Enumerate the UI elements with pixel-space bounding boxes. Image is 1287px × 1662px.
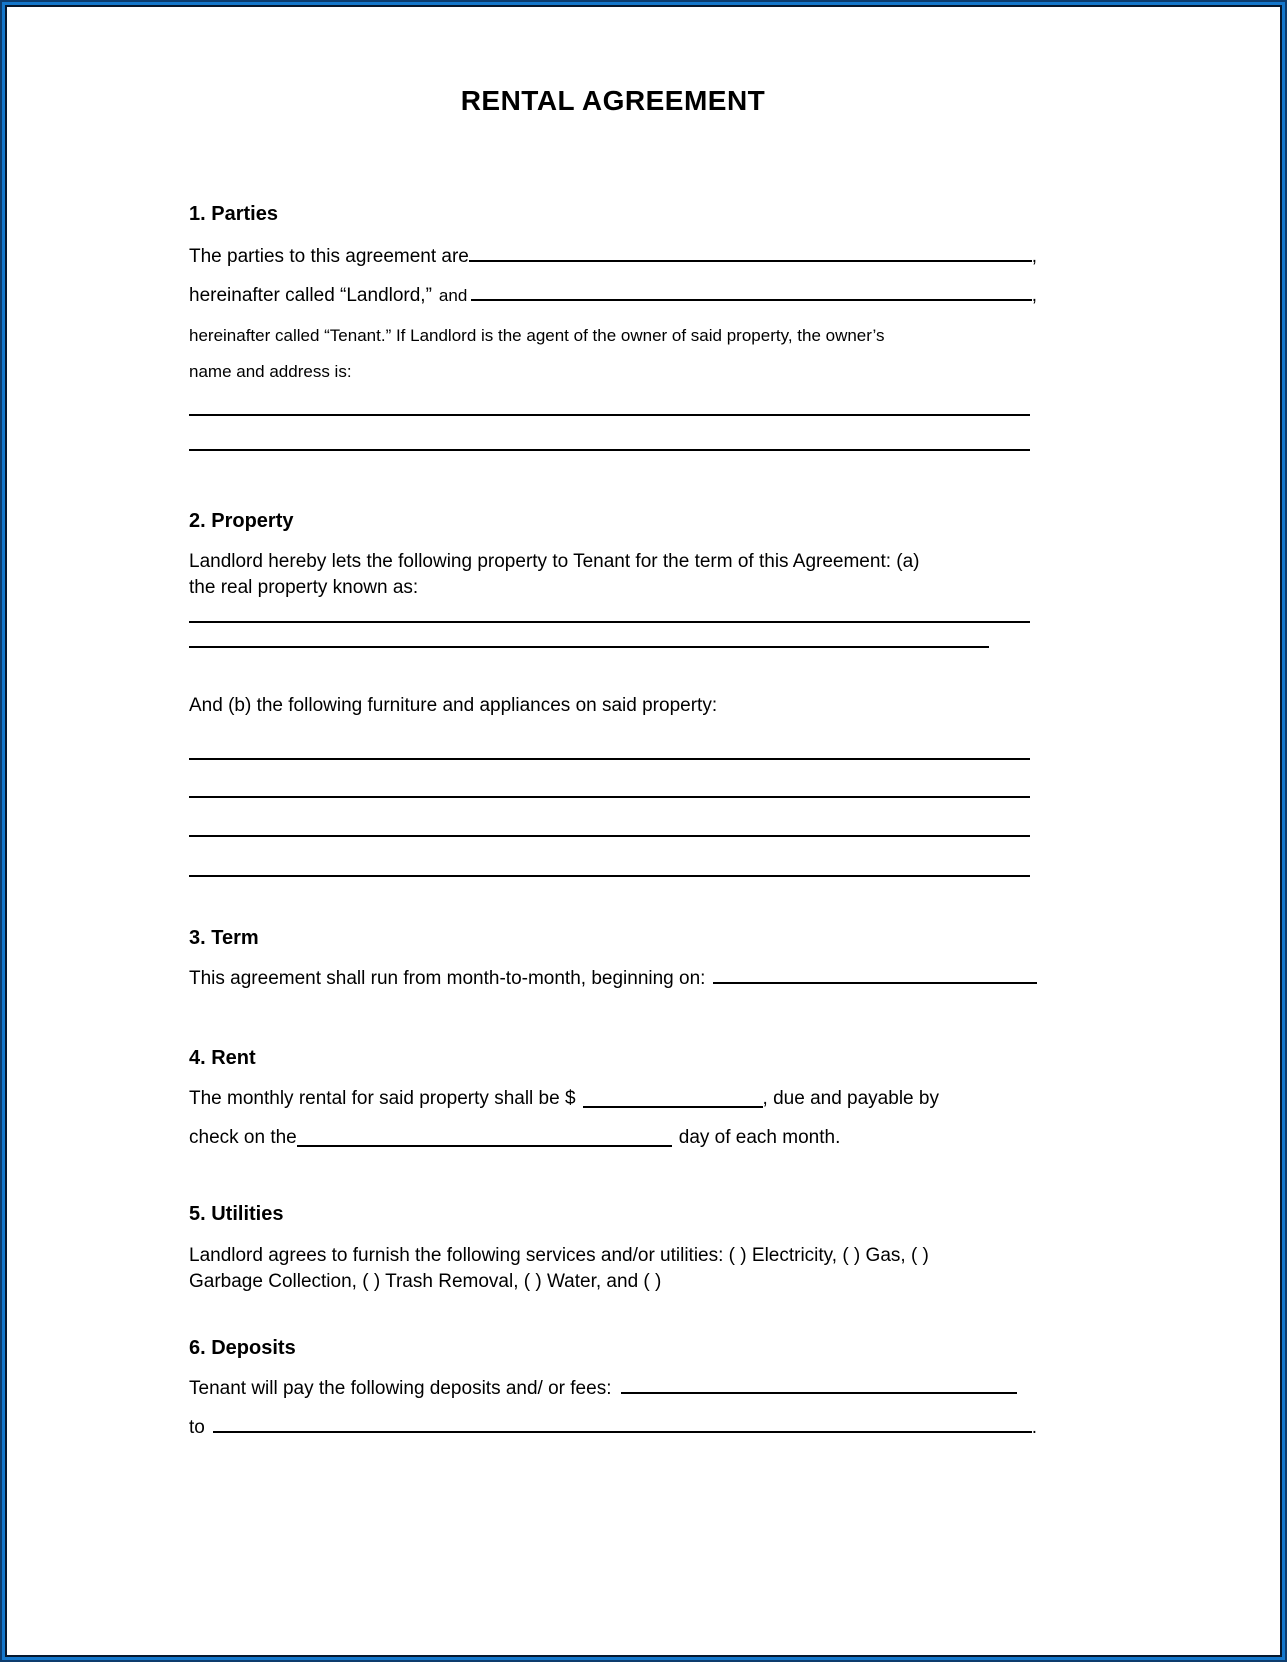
parties-landlord-comma: , (1031, 285, 1037, 306)
deposits-to-blank (213, 1417, 1032, 1433)
rent-check-text: check on the (189, 1127, 297, 1148)
owner-address-label: name and address is: (189, 362, 352, 381)
parties-heading: 1. Parties (189, 203, 278, 225)
rent-line-2 (189, 1126, 1037, 1150)
real-property-blank-2 (189, 646, 989, 648)
deposits-heading: 6. Deposits (189, 1337, 296, 1359)
real-property-blank-1 (189, 621, 1030, 623)
rent-heading: 4. Rent (189, 1047, 256, 1069)
document-page (5, 5, 1282, 1657)
rent-amount-text: The monthly rental for said property shall be $ (189, 1088, 576, 1109)
deposits-fees-text: Tenant will pay the following deposits and/ or fees: (189, 1378, 612, 1399)
parties-intro-text: The parties to this agreement are (189, 246, 469, 267)
landlord-called-text: hereinafter called “Landlord,” (189, 285, 432, 306)
property-heading: 2. Property (189, 510, 294, 532)
furniture-blank-3 (189, 835, 1030, 837)
property-paragraph (189, 549, 1037, 601)
furniture-blank-4 (189, 875, 1030, 877)
deposits-line-2 (189, 1416, 1037, 1440)
document-title: RENTAL AGREEMENT (460, 85, 766, 116)
owner-address-blank-1 (189, 414, 1030, 416)
rent-due-text: , due and payable by (762, 1088, 939, 1109)
utilities-paragraph (189, 1243, 1037, 1295)
furniture-blank-1 (189, 758, 1030, 760)
rent-amount-blank (583, 1094, 763, 1108)
parties-intro-comma: , (1031, 246, 1037, 267)
term-line (189, 967, 1037, 991)
rent-day-text: day of each month. (678, 1127, 841, 1148)
owner-address-blank-2 (189, 449, 1030, 451)
term-text: This agreement shall run from month-to-month, beginning on: (189, 968, 706, 989)
deposits-fees-blank (621, 1378, 1017, 1394)
deposits-line-1 (189, 1377, 1037, 1401)
term-begin-date-blank (713, 968, 1037, 984)
deposits-to-text: to (189, 1417, 205, 1438)
parties-landlord-line (189, 284, 1037, 308)
parties-intro-line (189, 245, 1037, 269)
term-heading: 3. Term (189, 927, 259, 949)
landlord-and-text: and (438, 286, 468, 305)
tenant-called-text: hereinafter called “Tenant.” If Landlord is the agent of the owner of said property, the owner’s (189, 326, 885, 345)
furniture-blank-2 (189, 796, 1030, 798)
property-paragraph-line2: the real property known as: (189, 577, 419, 598)
landlord-name-blank (469, 246, 1032, 262)
rent-line-1 (189, 1087, 1037, 1111)
property-paragraph-line1: Landlord hereby lets the following property to Tenant for the term of this Agreement: (a) (189, 551, 920, 572)
utilities-heading: 5. Utilities (189, 1203, 284, 1225)
utilities-paragraph-line2: Garbage Collection, ( ) Trash Removal, ( ) Water, and ( ) (189, 1271, 662, 1292)
rent-day-blank (297, 1133, 672, 1147)
deposits-period: . (1031, 1417, 1037, 1438)
furniture-label: And (b) the following furniture and appliances on said property: (189, 695, 718, 716)
utilities-paragraph-line1: Landlord agrees to furnish the following services and/or utilities: ( ) Electricity, ( ) Gas, ( ) (189, 1245, 929, 1266)
page-mid-border (2, 2, 1285, 1660)
tenant-name-blank (471, 285, 1031, 301)
